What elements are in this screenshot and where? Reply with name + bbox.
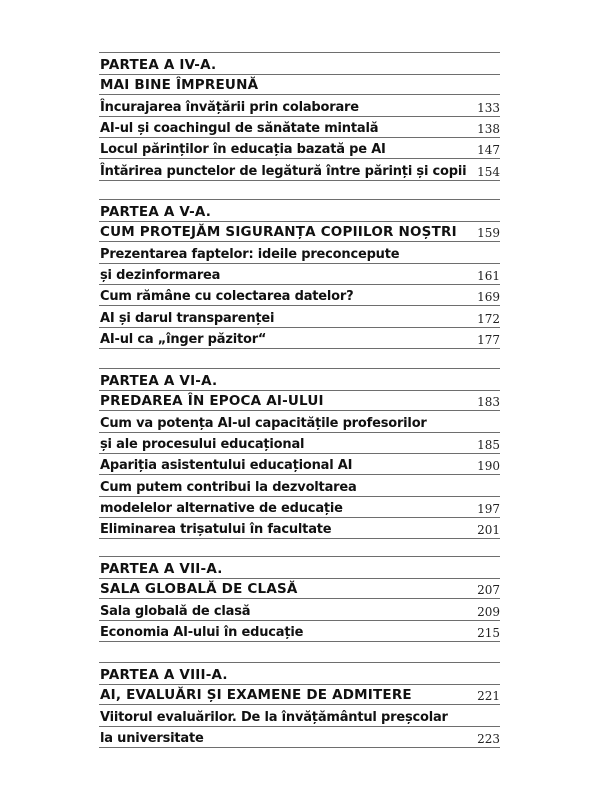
toc-entry: [99, 726, 500, 748]
toc-entry-text: Apariția asistentului educațional AI: [100, 458, 353, 474]
part-title-text: SALA GLOBALĂ DE CLASĂ: [100, 581, 298, 598]
page-number: 159: [477, 226, 500, 241]
toc-entry-text: Cum rămâne cu colectarea datelor?: [100, 289, 354, 305]
page-number: 221: [477, 689, 500, 704]
part-title-text: MAI BINE ÎMPREUNĂ: [100, 77, 259, 94]
page-number: 177: [477, 332, 500, 347]
page-number: 169: [477, 290, 500, 305]
toc-entry-text: și dezinformarea: [100, 267, 221, 283]
page-number: 190: [477, 459, 500, 474]
page-number: 147: [477, 143, 500, 158]
page-number: 133: [477, 100, 500, 115]
toc-entry: [99, 453, 500, 475]
toc-entry: [99, 327, 500, 349]
toc-entry-text: modelelor alternative de educație: [100, 500, 343, 516]
toc-entry-text: Prezentarea faptelor: ideile preconcepute: [100, 246, 400, 262]
part-title: [99, 73, 500, 95]
toc-entry-text: Economia AI-ului în educație: [100, 624, 304, 640]
part-title: [99, 389, 500, 411]
part-title-text: PREDAREA ÎN EPOCA AI-ULUI: [100, 393, 324, 410]
toc-entry: [99, 306, 500, 328]
toc-entry-text: AI-ul și coachingul de sănătate mintală: [100, 120, 379, 136]
part-number: [99, 556, 500, 579]
toc-entry: [99, 284, 500, 306]
toc-entry: [99, 496, 500, 518]
toc-entry: [99, 517, 500, 539]
part-number-text: PARTEA A IV-A.: [100, 57, 217, 73]
page-number: 161: [477, 268, 500, 283]
part-title-text: AI, EVALUĂRI ȘI EXAMENE DE ADMITERE: [100, 687, 412, 704]
toc-entry: [99, 116, 500, 138]
part-number-text: PARTEA A VI-A.: [100, 373, 218, 389]
part-title: [99, 220, 500, 242]
page-number: 197: [477, 501, 500, 516]
toc-entry-text: Eliminarea trișatului în facultate: [100, 522, 332, 538]
part-number: [99, 368, 500, 391]
page-number: 215: [477, 625, 500, 640]
toc-entry-text: la universitate: [100, 730, 204, 746]
toc-entry: [99, 242, 500, 264]
page-number: 138: [477, 121, 500, 136]
toc-entry-text: Cum va potența AI-ul capacitățile profesorilor: [100, 415, 427, 431]
part-number: [99, 662, 500, 685]
page-number: 183: [477, 395, 500, 410]
toc-entry: [99, 432, 500, 454]
toc-entry-text: Sala globală de clasă: [100, 603, 251, 619]
toc-entry: [99, 411, 500, 433]
part-number: [99, 52, 500, 75]
page-number: 207: [477, 583, 500, 598]
toc-entry-text: AI-ul ca „înger păzitor“: [100, 331, 267, 347]
page-number: 185: [477, 437, 500, 452]
toc-entry: [99, 475, 500, 497]
toc-entry-text: și ale procesului educațional: [100, 436, 305, 452]
toc-entry: [99, 159, 500, 181]
toc-entry-text: Întărirea punctelor de legătură între părinți și copii: [100, 163, 467, 179]
toc-entry-text: Încurajarea învățării prin colaborare: [100, 99, 359, 115]
part-title-text: CUM PROTEJĂM SIGURANȚA COPIILOR NOȘTRI: [100, 224, 457, 241]
part-number: [99, 199, 500, 222]
toc-entry: [99, 137, 500, 159]
page-number: 172: [477, 311, 500, 326]
toc-entry: [99, 599, 500, 621]
part-title: [99, 577, 500, 599]
toc-entry-text: Locul părinților în educația bazată pe AI: [100, 142, 386, 158]
toc-entry: [99, 705, 500, 727]
part-number-text: PARTEA A V-A.: [100, 204, 212, 220]
toc-entry: [99, 95, 500, 117]
toc-entry: [99, 620, 500, 642]
page-number: 223: [477, 731, 500, 746]
toc-entry: [99, 263, 500, 285]
page-number: 154: [477, 164, 500, 179]
toc-entry-text: Cum putem contribui la dezvoltarea: [100, 479, 357, 495]
part-number-text: PARTEA A VIII-A.: [100, 667, 228, 683]
page-number: 209: [477, 604, 500, 619]
toc-entry-text: AI și darul transparenței: [100, 310, 275, 326]
part-title: [99, 683, 500, 705]
page-number: 201: [477, 523, 500, 538]
toc-entry-text: Viitorul evaluărilor. De la învățământul preșcolar: [100, 709, 448, 725]
part-number-text: PARTEA A VII-A.: [100, 561, 223, 577]
